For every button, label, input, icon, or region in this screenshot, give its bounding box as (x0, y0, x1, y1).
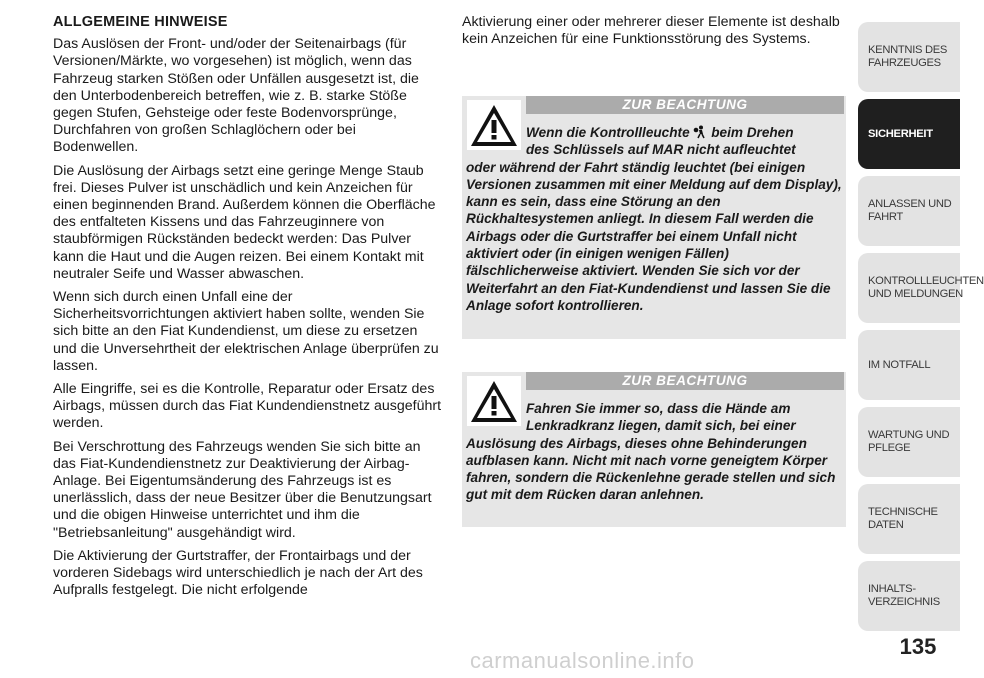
warning-text-1: Wenn die Kontrollleuchte beim Drehen des Schlüssels auf MAR nicht aufleuchtet oder während der Fahrt ständig leuchtet (bei einigen Versionen zusammen mit einer Meldung auf dem Display), kann es sein, dass eine Störung an den Rückhaltesystemen anliegt. In diesem Fall werden die Airbags oder die Gurtstraffer bei einem Unfall nicht aktiviert oder (in einigen wenigen Fällen) fälschlicherweise aktiviert. Wenden Sie sich vor der Weiterfahrt an den Fiat-Kundendienst und lassen Sie die Anlage sofort kontrollieren. (466, 125, 842, 313)
warning-triangle-icon (467, 100, 521, 150)
warning-box-2 (462, 372, 846, 527)
paragraph-continuation: Aktivierung einer oder mehrerer dieser Elemente ist deshalb kein Anzeichen für eine Funktionsstörung des Systems. (462, 14, 840, 48)
right-column (462, 14, 848, 48)
warning-header: ZUR BEACHTUNG (526, 96, 844, 114)
paragraph-3: Wenn sich durch einen Unfall eine der Sicherheitsvorrichtungen aktiviert haben sollte, wenden Sie sich bitte an den Fiat Kundendienst, um diese zu ersetzen und die Unversehrtheit der elektrischen Anlage überprüfen zu lassen. (53, 289, 439, 374)
tab-technische-daten[interactable]: TECHNISCHE DATEN (858, 484, 960, 554)
warning-text-2: Fahren Sie immer so, dass die Hände am Lenkradkranz liegen, damit sich, bei einer Auslösung des Airbags, dieses ohne Behinderungen aufblasen kann. Nicht mit nach vorne geneigtem Körper fahren, sondern die Rückenlehne gerade stellen und sich gut mit dem Rücken daran anlehnen. (466, 401, 836, 503)
tab-kontrollleuchten[interactable]: KONTROLLLEUCHTEN UND MELDUNGEN (858, 253, 960, 323)
warning-box-1 (462, 96, 846, 339)
warning-triangle-icon (467, 376, 521, 426)
paragraph-2: Die Auslösung der Airbags setzt eine geringe Menge Staub frei. Dieses Pulver ist unschädlich und kein Anzeichen für einen beginnenden Brand. Außerdem können die Oberfläche des entfalteten Kissens und das Fahrzeuginnere von staubförmigen Rückständen bedeckt werden: Das Pulver kann die Haut und die Augen reizen. Bei einem Kontakt mit neutraler Seife und Wasser abwaschen. (53, 162, 436, 282)
warning-header: ZUR BEACHTUNG (526, 372, 844, 390)
tab-inhaltsverzeichnis[interactable]: INHALTS- VERZEICHNIS (858, 561, 960, 631)
paragraph-6: Die Aktivierung der Gurtstraffer, der Frontairbags und der vorderen Sidebags wird unterschiedlich je nach der Art des Aufpralls festgelegt. Die nicht erfolgende (53, 547, 423, 599)
section-heading: ALLGEMEINE HINWEISE (53, 14, 228, 30)
paragraph-4: Alle Eingriffe, sei es die Kontrolle, Reparatur oder Ersatz des Airbags, müssen durch das Fiat Kundendienstnetz ausgeführt werden. (53, 381, 442, 432)
tab-im-notfall[interactable]: IM NOTFALL (858, 330, 960, 400)
left-column (53, 14, 443, 606)
tab-wartung-und-pflege[interactable]: WARTUNG UND PFLEGE (858, 407, 960, 477)
watermark-text: carmanualsonline.info (470, 648, 695, 673)
paragraph-5: Bei Verschrottung des Fahrzeugs wenden Sie sich bitte an das Fiat-Kundendienstnetz zur Deaktivierung der Airbag-Anlage. Bei Eigentumsänderung des Fahrzeugs ist es unerlässlich, dass der neue Besitzer über die Benutzungsart und die obigen Hinweise unterrichtet und ihm die "Betriebsanleitung" ausgehändigt wird. (53, 438, 432, 541)
tab-sicherheit[interactable]: SICHERHEIT (858, 99, 960, 169)
page-number: 135 (899, 634, 937, 659)
paragraph-1: Das Auslösen der Front- und/oder der Seitenairbags (für Versionen/Märkte, wo vorgesehen) ist möglich, wenn das Fahrzeug starken Stößen oder Unfällen ausgesetzt ist, die den Unterbodenbereich betreffen, wie z. B. starke Stöße gegen Stufen, Gehsteige oder feste Bodenvorsprünge, Durchfahren von großen Schlaglöchern oder bei Bodenwellen. (53, 36, 419, 156)
tab-kenntnis-des-fahrzeuges[interactable]: KENNTNIS DES FAHRZEUGES (858, 22, 960, 92)
chapter-sidebar (858, 22, 984, 638)
airbag-warning-light-icon (693, 125, 707, 139)
tab-anlassen-und-fahrt[interactable]: ANLASSEN UND FAHRT (858, 176, 960, 246)
